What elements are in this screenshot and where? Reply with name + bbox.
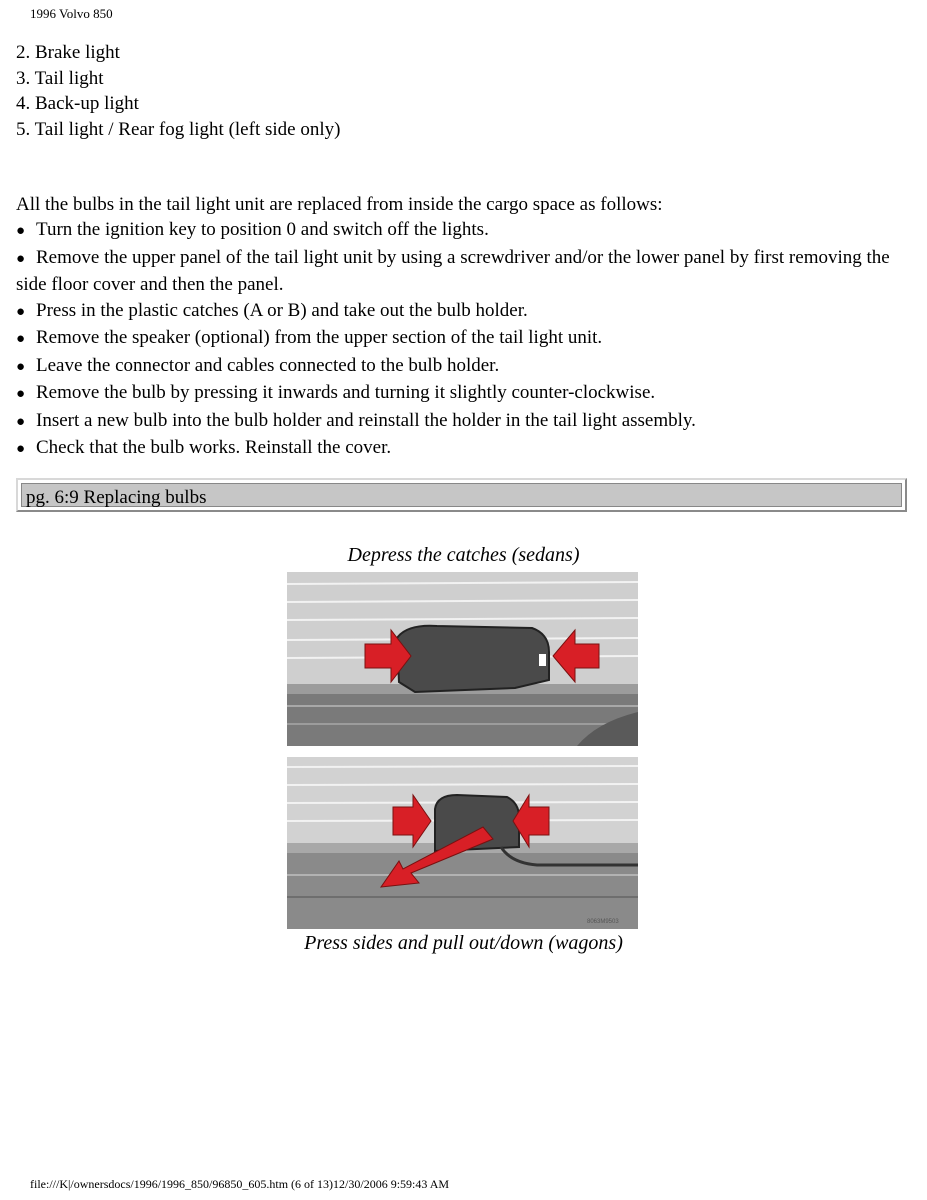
bullet-icon: ● [16,223,26,239]
bullet-text: Remove the upper panel of the tail light unit by using a screwdriver and/or the lower panel by first removing the side floor cover and then the panel. [16,246,890,295]
bullet-item [16,353,911,381]
bullet-icon: ● [16,413,26,430]
bullet-icon: ● [16,441,26,457]
bullet-icon: ● [16,250,26,267]
section-heading-box [16,478,907,512]
section-title: pg. 6:9 Replacing bulbs [26,487,207,508]
list-item: 5. Tail light / Rear fog light (left side only) [16,118,341,140]
figure-image-code: 8063M9503 [587,919,619,925]
numbered-light-list [16,40,340,142]
bullet-item [16,380,911,408]
bullet-item [16,325,911,353]
bullet-item [16,298,911,326]
list-item: 3. Tail light [16,67,104,89]
bullet-icon: ● [16,358,26,375]
bullet-icon: ● [16,331,26,347]
bullet-text: Check that the bulb works. Reinstall the cover. [36,437,392,458]
bullet-icon: ● [16,386,26,402]
bullet-text: Insert a new bulb into the bulb holder and reinstall the holder in the tail light assembly. [36,409,696,431]
bullet-text: Press in the plastic catches (A or B) and take out the bulb holder. [36,299,528,321]
figure-caption-wagons: Press sides and pull out/down (wagons) [304,932,623,954]
intro-paragraph: All the bulbs in the tail light unit are replaced from inside the cargo space as follows: [16,194,663,215]
bullet-item [16,217,911,245]
bullet-text: Remove the bulb by pressing it inwards and turning it slightly counter-clockwise. [36,382,656,403]
sedan-bulb-holder-illustration [287,572,638,746]
instruction-bullet-list [16,217,911,463]
bullet-text: Remove the speaker (optional) from the upper section of the tail light unit. [36,327,603,348]
bullet-item [16,245,911,298]
section-heading-inner [21,483,902,507]
list-item: 4. Back-up light [16,93,139,114]
figure-caption-sedans: Depress the catches (sedans) [347,544,580,566]
bullet-item [16,408,911,436]
bullet-text: Turn the ignition key to position 0 and switch off the lights. [36,219,489,240]
bullet-text: Leave the connector and cables connected to the bulb holder. [36,354,500,376]
page-header-title: 1996 Volvo 850 [30,6,113,21]
page-footer-url: file:///K|/ownersdocs/1996/1996_850/96850_605.htm (6 of 13)12/30/2006 9:59:43 AM [30,1177,450,1191]
wagon-bulb-holder-illustration [287,757,638,929]
bullet-item [16,435,911,463]
bullet-icon: ● [16,303,26,320]
list-item: 2. Brake light [16,42,120,63]
